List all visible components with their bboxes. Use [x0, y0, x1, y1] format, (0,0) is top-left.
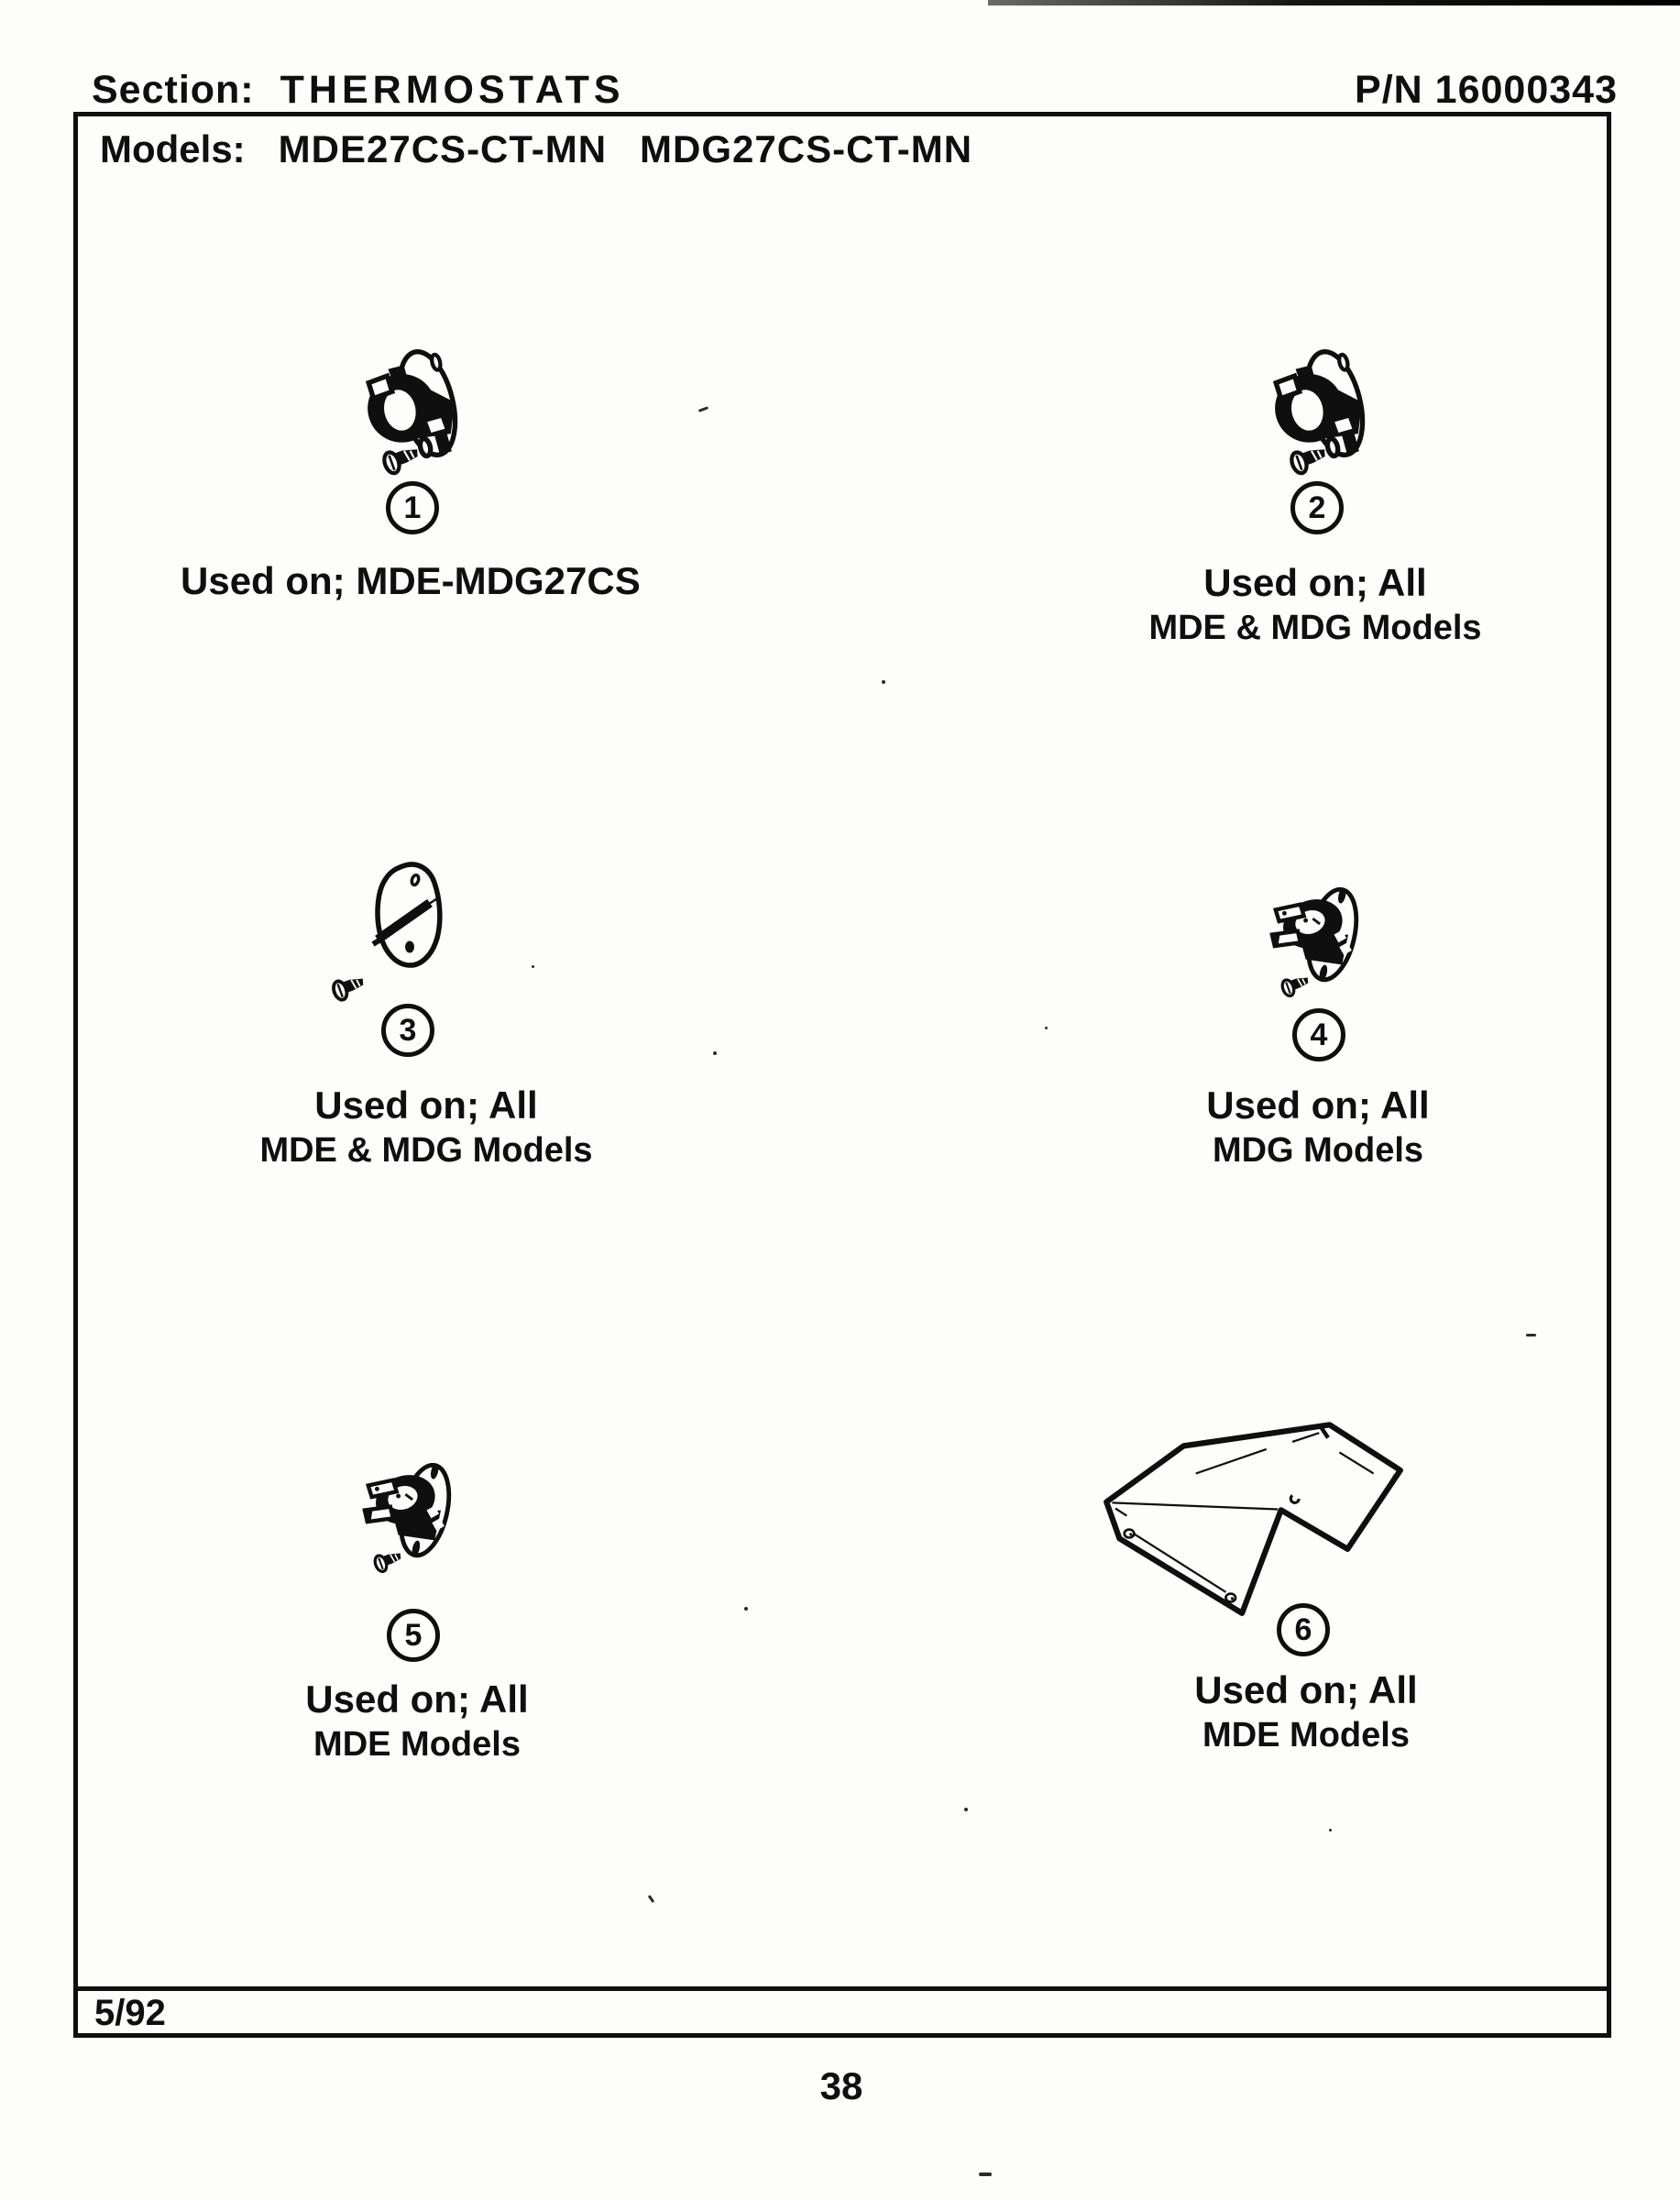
usage-line: Used on; All	[305, 1678, 529, 1721]
part-number-label: 6	[1294, 1612, 1312, 1647]
usage-line: Used on; All	[314, 1084, 538, 1127]
scan-speck	[882, 680, 885, 684]
cover-plate-illustration-3	[321, 852, 458, 999]
part-number-label: 2	[1308, 490, 1326, 525]
part-number-circle-4	[1292, 1008, 1345, 1062]
revision-date: 5/92	[94, 1993, 166, 2033]
page-number: 38	[819, 2064, 863, 2107]
model-1: MDE27CS-CT-MN	[278, 127, 608, 170]
usage-caption-5	[188, 1678, 646, 1766]
scan-speck	[964, 1808, 968, 1811]
usage-line: MDE & MDG Models	[259, 1131, 593, 1170]
scan-speck	[979, 2172, 992, 2176]
usage-line: Used on; All	[1194, 1668, 1418, 1711]
part-number-label: 5	[404, 1617, 423, 1653]
thermostat-illustration-5	[350, 1445, 478, 1578]
usage-caption-4	[1089, 1084, 1547, 1172]
model-2: MDG27CS-CT-MN	[640, 127, 973, 170]
part-number-label: 1	[403, 490, 422, 525]
scan-speck	[744, 1607, 748, 1611]
usage-line: MDE & MDG Models	[1148, 609, 1482, 647]
scan-speck	[713, 1051, 717, 1055]
section-title: THERMOSTATS	[280, 68, 625, 112]
scan-speck	[532, 965, 534, 968]
usage-line: Used on; MDE-MDG27CS	[181, 559, 641, 602]
part-number-label: 3	[399, 1012, 417, 1048]
part-number-circle-1	[386, 481, 439, 534]
scan-speck	[1526, 1334, 1536, 1336]
usage-line: MDE Models	[1202, 1716, 1410, 1754]
scan-speck	[1329, 1829, 1332, 1832]
models-label: Models:	[100, 127, 246, 170]
usage-caption-2	[1086, 561, 1544, 649]
thermostat-illustration-4	[1257, 869, 1386, 1002]
usage-line: Used on; All	[1203, 561, 1427, 604]
part-number-circle-2	[1290, 481, 1344, 534]
bracket-illustration-6	[1080, 1399, 1421, 1626]
thermostat-illustration-2	[1248, 330, 1386, 477]
usage-line: MDG Models	[1212, 1131, 1424, 1170]
part-number-label: 4	[1310, 1017, 1328, 1052]
usage-line: MDE Models	[313, 1725, 521, 1764]
thermostat-illustration-1	[341, 330, 478, 477]
part-number: P/N 16000343	[1355, 68, 1618, 112]
scan-speck	[1045, 1027, 1048, 1029]
usage-line: Used on; All	[1206, 1084, 1430, 1127]
part-number-circle-3	[381, 1004, 434, 1057]
usage-caption-1	[181, 559, 639, 603]
footer-strip	[78, 1986, 1607, 2033]
part-number-circle-6	[1277, 1603, 1330, 1656]
section-header	[92, 68, 625, 113]
models-row	[100, 127, 972, 171]
scan-streak	[988, 0, 1680, 6]
usage-caption-6	[1077, 1668, 1535, 1756]
section-label: Section:	[92, 68, 255, 112]
usage-caption-3	[197, 1084, 655, 1172]
part-number-circle-5	[387, 1609, 440, 1662]
